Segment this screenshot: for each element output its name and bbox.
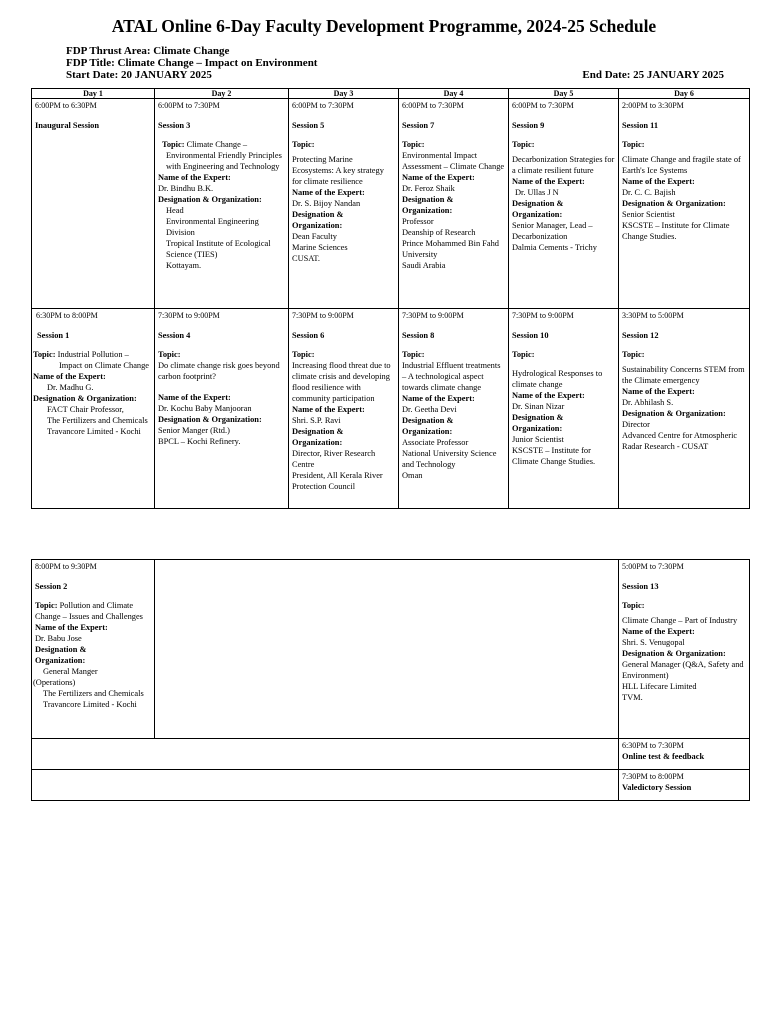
org-line: Senior Scientist (622, 210, 675, 219)
empty-cell (32, 770, 619, 801)
day-header: Day 5 (509, 89, 619, 99)
expert-name: Dr. S. Bijoy Nandan (292, 199, 361, 208)
topic-text: Topic: Climate Change – (162, 140, 248, 149)
session-name: Valedictory Session (622, 783, 692, 792)
org-line: BPCL – Kochi Refinery. (158, 437, 241, 446)
topic-label: Topic: (33, 350, 58, 359)
session-cell (32, 560, 155, 739)
org-line: Associate Professor (402, 438, 469, 447)
topic-label: Topic: (402, 350, 425, 359)
expert-name: Dr. Feroz Shaik (402, 184, 455, 193)
topic-label: Topic: (292, 350, 315, 359)
session-row (32, 560, 750, 739)
designation-label: Designation & Organization: (158, 415, 262, 424)
org-line: Marine Sciences (292, 243, 348, 252)
expert-name: Dr. Madhu G. (47, 383, 94, 392)
expert-label: Name of the Expert: (33, 372, 106, 381)
designation-label: Designation & (35, 645, 87, 654)
session-name: Session 3 (158, 121, 191, 130)
designation-label: Designation & (292, 210, 344, 219)
org-line: FACT Chair Professor, (47, 405, 124, 414)
expert-name: Dr. Abhilash S. (622, 398, 674, 407)
session-cell (32, 309, 155, 509)
org-line: President, All Kerala River Protection Council (292, 471, 383, 491)
expert-name: Dr. C. C. Bajish (622, 188, 676, 197)
expert-name: Shri. S. Venugopal (622, 638, 685, 647)
designation-label: Designation & (512, 413, 564, 422)
session-cell (155, 309, 289, 509)
expert-name: Dr. Bindhu B.K. (158, 184, 214, 193)
designation-label: Designation & Organization: (622, 409, 726, 418)
expert-name: Dr. Geetha Devi (402, 405, 457, 414)
designation-label: Organization: (292, 221, 343, 230)
session-name: Session 6 (292, 331, 325, 340)
session-time: 7:30PM to 8:00PM (622, 772, 684, 781)
empty-cell (155, 560, 619, 739)
org-line: Senior Manager, Lead – Decarbonization (512, 221, 593, 241)
session-cell (619, 309, 750, 509)
session-cell (509, 99, 619, 309)
org-line: General Manger (43, 667, 98, 676)
session-name: Session 8 (402, 331, 435, 340)
thrust-area: FDP Thrust Area: Climate Change (66, 45, 230, 57)
org-line: HLL Lifecare Limited (622, 682, 697, 691)
topic-text: Impact on Climate Change (59, 361, 150, 370)
session-time: 6:00PM to 7:30PM (158, 101, 220, 110)
start-date: Start Date: 20 JANUARY 2025 (66, 69, 212, 81)
expert-label: Name of the Expert: (35, 623, 108, 632)
session-row (32, 770, 750, 801)
topic-label: Topic: (622, 350, 645, 359)
topic-text: Protecting Marine Ecosystems: A key strategy for climate resilience (292, 155, 384, 186)
day-header-row (32, 89, 750, 99)
designation-label: Designation & (402, 195, 454, 204)
expert-label: Name of the Expert: (158, 173, 231, 182)
topic-label: Topic: (402, 140, 425, 149)
expert-label: Name of the Expert: (402, 173, 475, 182)
designation-label: Designation & (512, 199, 564, 208)
designation-label: Organization: (402, 427, 453, 436)
session-cell (619, 99, 750, 309)
session-cell (32, 99, 155, 309)
org-line: CUSAT. (292, 254, 320, 263)
session-row (32, 309, 750, 509)
topic-text: Increasing flood threat due to climate crisis and developing flood resilience with community participation (292, 361, 391, 403)
topic-label: Topic: (162, 140, 187, 149)
org-line: Tropical Institute of Ecological Science (TIES) (166, 239, 271, 259)
expert-label: Name of the Expert: (622, 387, 695, 396)
session-name: Session 12 (622, 331, 659, 340)
topic-label: Topic: (292, 140, 315, 149)
expert-name: Dr. Kochu Baby Manjooran (158, 404, 252, 413)
expert-label: Name of the Expert: (292, 188, 365, 197)
session-name: Online test & feedback (622, 752, 705, 761)
org-line: Director (622, 420, 650, 429)
org-line: Junior Scientist (512, 435, 564, 444)
topic-text: Climate Change – Part of Industry (622, 616, 738, 625)
topic-label: Topic: (622, 140, 645, 149)
topic-label: Topic: (512, 140, 535, 149)
org-line: Deanship of Research (402, 228, 476, 237)
expert-label: Name of the Expert: (292, 405, 365, 414)
session-name: Session 10 (512, 331, 549, 340)
topic-text: Do climate change risk goes beyond carbon footprint? (158, 361, 280, 381)
session-row (32, 739, 750, 770)
expert-name: Dr. Ullas J N (515, 188, 559, 197)
session-time: 6:30PM to 7:30PM (622, 741, 684, 750)
designation-label: Organization: (292, 438, 343, 447)
session-cell (399, 309, 509, 509)
org-line: Advanced Centre for Atmospheric Radar Research - CUSAT (622, 431, 738, 451)
end-date: End Date: 25 JANUARY 2025 (582, 69, 724, 81)
session-time: 6:00PM to 7:30PM (512, 101, 574, 110)
session-name: Inaugural Session (35, 121, 99, 130)
designation-label: Organization: (512, 210, 563, 219)
expert-label: Name of the Expert: (622, 177, 695, 186)
session-time: 6:00PM to 7:30PM (402, 101, 464, 110)
empty-cell (32, 739, 619, 770)
designation-label: Designation & Organization: (622, 649, 726, 658)
expert-label: Name of the Expert: (622, 627, 695, 636)
org-line: Professor (402, 217, 434, 226)
org-line: Director, River Research Centre (292, 449, 376, 469)
topic-text: Environmental Impact Assessment – Climate Change (402, 151, 505, 171)
topic-label: Topic: (622, 601, 645, 610)
session-cell (509, 309, 619, 509)
org-line: Kottayam. (166, 261, 202, 270)
day-header: Day 2 (155, 89, 289, 99)
session-cell (619, 770, 750, 801)
session-name: Session 5 (292, 121, 325, 130)
schedule-table (31, 88, 750, 509)
session-name: Session 13 (622, 582, 659, 591)
designation-label: Designation & Organization: (158, 195, 262, 204)
session-time: 6:00PM to 7:30PM (292, 101, 354, 110)
session-cell (619, 560, 750, 739)
expert-name: Shri. S.P. Ravi (292, 416, 341, 425)
org-line: (Operations) (33, 678, 76, 687)
session-name: Session 2 (35, 582, 68, 591)
org-line: Saudi Arabia (402, 261, 446, 270)
topic-label: Topic: (512, 350, 535, 359)
session-name: Session 1 (37, 331, 70, 340)
fdp-title: FDP Title: Climate Change – Impact on Environment (66, 57, 318, 69)
session-time: 8:00PM to 9:30PM (35, 562, 97, 571)
org-line: Environmental Engineering Division (166, 217, 259, 237)
session-cell (289, 309, 399, 509)
session-cell (619, 739, 750, 770)
expert-name: Dr. Sinan Nizar (512, 402, 565, 411)
session-cell (399, 99, 509, 309)
session-name: Session 9 (512, 121, 545, 130)
expert-label: Name of the Expert: (512, 391, 585, 400)
session-time: 6:00PM to 6:30PM (35, 101, 97, 110)
topic-text: Topic: Pollution and Climate Change – Issues and Challenges (35, 601, 143, 621)
designation-label: Organization: (35, 656, 86, 665)
schedule-table-continued (31, 559, 750, 801)
expert-name: Dr. Babu Jose (35, 634, 82, 643)
org-line: Dalmia Cements - Trichy (512, 243, 597, 252)
day-header: Day 4 (399, 89, 509, 99)
designation-label: Designation & (292, 427, 344, 436)
expert-label: Name of the Expert: (512, 177, 585, 186)
org-line: The Fertilizers and Chemicals Travancore Limited - Kochi (43, 689, 144, 709)
designation-label: Organization: (402, 206, 453, 215)
org-line: Oman (402, 471, 423, 480)
expert-label: Name of the Expert: (402, 394, 475, 403)
org-line: Senior Manger (Rtd.) (158, 426, 230, 435)
session-cell (155, 99, 289, 309)
topic-label: Topic: (35, 601, 60, 610)
topic-text: Industrial Effluent treatments – A technological aspect towards climate change (402, 361, 501, 392)
designation-label: Designation & (402, 416, 454, 425)
session-cell (289, 99, 399, 309)
org-line: TVM. (622, 693, 643, 702)
org-line: The Fertilizers and Chemicals Travancore Limited - Kochi (47, 416, 148, 436)
org-line: Dean Faculty (292, 232, 337, 241)
session-time: 5:00PM to 7:30PM (622, 562, 684, 571)
topic-text: Climate Change and fragile state of Earth's Ice Systems (622, 155, 741, 175)
day-header: Day 3 (289, 89, 399, 99)
org-line: Head (166, 206, 184, 215)
topic-text: Sustainability Concerns STEM from the Climate emergency (622, 365, 745, 385)
org-line: KSCSTE – Institute for Climate Change Studies. (512, 446, 596, 466)
session-time: 6:30PM to 8:00PM (36, 311, 98, 320)
session-time: 7:30PM to 9:00PM (402, 311, 464, 320)
day-header: Day 1 (32, 89, 155, 99)
session-time: 2:00PM to 3:30PM (622, 101, 684, 110)
session-name: Session 7 (402, 121, 435, 130)
topic-label: Topic: (158, 350, 181, 359)
designation-label: Organization: (512, 424, 563, 433)
designation-label: Designation & Organization: (622, 199, 726, 208)
org-line: Prince Mohammed Bin Fahd University (402, 239, 499, 259)
session-time: 3:30PM to 5:00PM (622, 311, 684, 320)
topic-text: Environmental Friendly Principles with Engineering and Technology (166, 151, 282, 171)
session-time: 7:30PM to 9:00PM (158, 311, 220, 320)
designation-label: Designation & Organization: (33, 394, 137, 403)
org-line: KSCSTE – Institute for Climate Change Studies. (622, 221, 730, 241)
topic-text: Decarbonization Strategies for a climate resilient future (512, 155, 615, 175)
expert-label: Name of the Expert: (158, 393, 231, 402)
session-time: 7:30PM to 9:00PM (292, 311, 354, 320)
org-line: National University Science and Technology (402, 449, 497, 469)
session-name: Session 4 (158, 331, 191, 340)
topic-text: Hydrological Responses to climate change (512, 369, 603, 389)
session-time: 7:30PM to 9:00PM (512, 311, 574, 320)
session-row (32, 99, 750, 309)
session-name: Session 11 (622, 121, 659, 130)
org-line: General Manager (Q&A, Safety and Environment) (622, 660, 744, 680)
page-title: ATAL Online 6-Day Faculty Development Programme, 2024-25 Schedule (111, 16, 657, 36)
day-header: Day 6 (619, 89, 750, 99)
topic-text: Topic: Industrial Pollution – (33, 350, 129, 359)
